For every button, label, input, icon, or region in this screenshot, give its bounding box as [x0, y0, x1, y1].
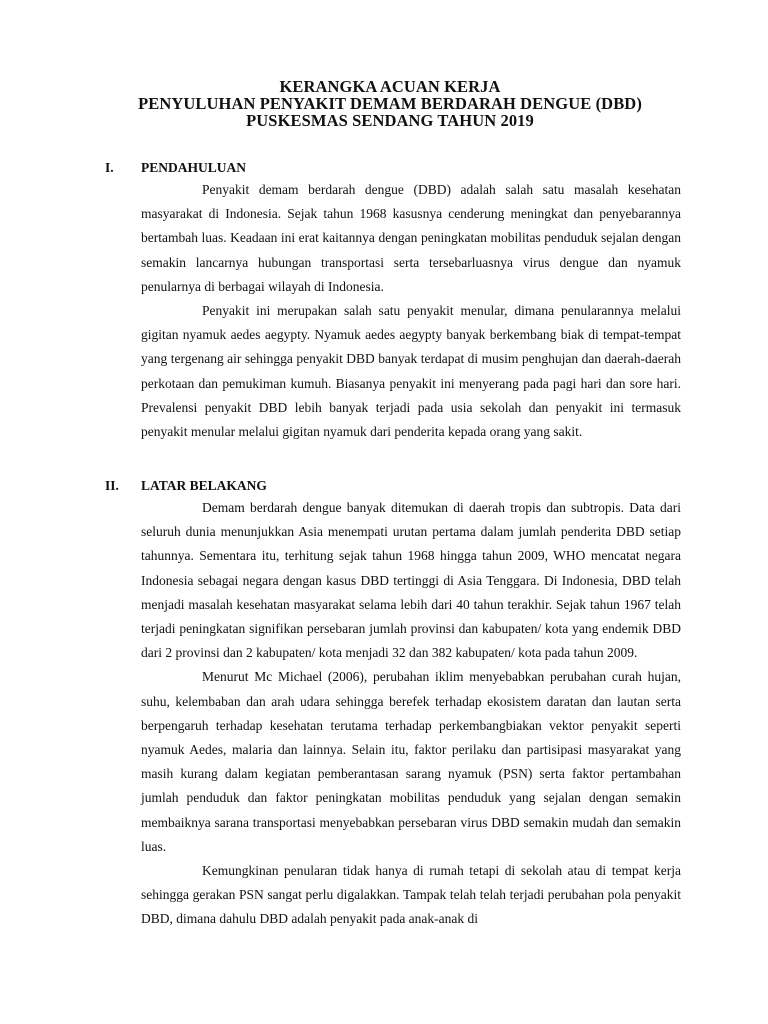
title-line-3: PUSKESMAS SENDANG TAHUN 2019	[246, 111, 534, 130]
section-heading	[105, 476, 681, 496]
paragraph: Kemungkinan penularan tidak hanya di rumah tetapi di sekolah atau di tempat kerja sehingga gerakan PSN sangat perlu digalakkan. Tampak telah telah terjadi perubahan pola penyakit DBD, dimana dahulu DBD adalah penyakit pada anak-anak di	[141, 863, 681, 927]
section-title: LATAR BELAKANG	[141, 478, 267, 493]
section-latar-belakang	[105, 476, 681, 932]
title-line-1: KERANGKA ACUAN KERJA	[279, 77, 501, 96]
paragraph: Penyakit demam berdarah dengue (DBD) adalah salah satu masalah kesehatan masyarakat di Indonesia. Sejak tahun 1968 kasusnya cenderung meningkat dan penyebarannya bertambah luas. Keadaan ini erat kaitannya dengan peningkatan mobilitas penduduk sejalan dengan semakin lancarnya hubungan transportasi serta tersebarluasnya virus dengue dan nyamuk penularnya di berbagai wilayah di Indonesia.	[141, 182, 681, 294]
section-number: I.	[105, 160, 114, 175]
section-pendahuluan	[105, 158, 681, 444]
document-title	[100, 78, 680, 129]
section-number: II.	[105, 478, 119, 493]
title-line-2: PENYULUHAN PENYAKIT DEMAM BERDARAH DENGUE (DBD)	[138, 94, 642, 113]
section-title: PENDAHULUAN	[141, 160, 247, 175]
paragraph: Penyakit ini merupakan salah satu penyakit menular, dimana penularannya melalui gigitan nyamuk aedes aegypty. Nyamuk aedes aegypty banyak berkembang biak di tempat-tempat yang tergenang air sehingga penyakit DBD banyak terdapat di musim penghujan dan daerah-daerah perkotaan dan pemukiman kumuh. Biasanya penyakit ini menyerang pada pagi hari dan sore hari. Prevalensi penyakit DBD lebih banyak terjadi pada usia sekolah dan penyakit ini termasuk penyakit menular melalui gigitan nyamuk dari penderita kepada orang yang sakit.	[141, 303, 681, 440]
section-heading	[105, 158, 681, 178]
paragraph: Menurut Mc Michael (2006), perubahan iklim menyebabkan perubahan curah hujan, suhu, kelembaban dan arah udara sehingga berefek terhadap ekosistem daratan dan lautan serta berpengaruh terhadap kesehatan terutama terhadap perkembangbiakan vektor penyakit seperti nyamuk Aedes, malaria dan lainnya. Selain itu, faktor perilaku dan partisipasi masyarakat yang masih kurang dalam kegiatan pemberantasan sarang nyamuk (PSN) serta faktor pertambahan jumlah penduduk dan faktor peningkatan mobilitas penduduk yang sejalan dengan semakin membaiknya sarana transportasi menyebabkan persebaran virus DBD semakin mudah dan semakin luas.	[141, 669, 681, 854]
paragraph: Demam berdarah dengue banyak ditemukan di daerah tropis dan subtropis. Data dari seluruh dunia menunjukkan Asia menempati urutan pertama dalam jumlah penderita DBD setiap tahunnya. Sementara itu, terhitung sejak tahun 1968 hingga tahun 2009, WHO mencatat negara Indonesia sebagai negara dengan kasus DBD tertinggi di Asia Tenggara. Di Indonesia, DBD telah menjadi masalah kesehatan masyarakat selama lebih dari 40 tahun terakhir. Sejak tahun 1967 telah terjadi peningkatan signifikan persebaran jumlah provinsi dan kabupaten/ kota yang endemik DBD dari 2 provinsi dan 2 kabupaten/ kota menjadi 32 dan 382 kabupaten/ kota pada tahun 2009.	[141, 500, 681, 661]
